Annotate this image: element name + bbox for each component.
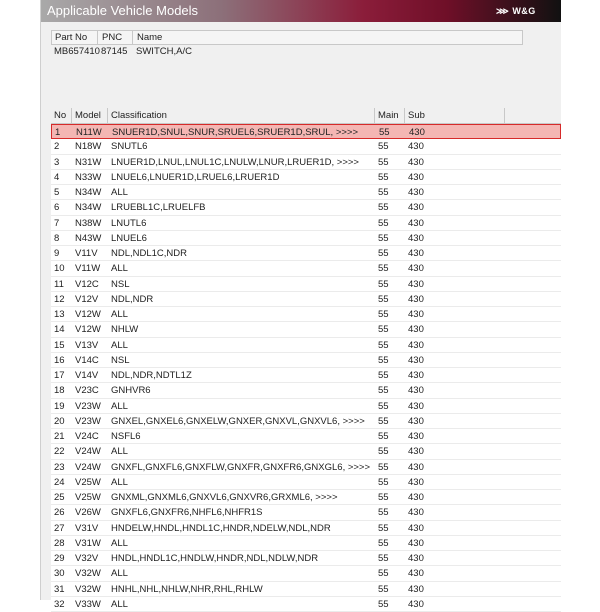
row-main: 55 [378, 583, 389, 595]
table-row[interactable] [51, 368, 561, 383]
row-model: V11W [75, 263, 101, 275]
col-model-header[interactable]: Model [72, 108, 108, 123]
row-sub: 430 [408, 202, 424, 214]
table-row[interactable] [51, 246, 561, 261]
window-title: Applicable Vehicle Models [47, 3, 199, 18]
vehicle-models-table [51, 108, 561, 610]
row-model: N31W [75, 156, 102, 168]
table-row[interactable] [51, 582, 561, 597]
row-no: 17 [54, 370, 65, 381]
row-classification: HNHL,NHL,NHLW,NHR,RHL,RHLW [111, 583, 263, 595]
row-model: V24W [75, 461, 101, 473]
row-no: 21 [54, 431, 65, 442]
row-classification: HNDELW,HNDL,HNDL1C,HNDR,NDELW,NDL,NDR [111, 522, 331, 534]
row-no: 16 [54, 354, 65, 366]
row-classification: ALL [111, 568, 128, 580]
row-classification: GNXFL,GNXFL6,GNXFLW,GNXFR,GNXFR6,GNXGL6, >>>> [111, 461, 371, 473]
row-classification: ALL [111, 537, 128, 549]
row-classification: ALL [111, 309, 128, 320]
brand-logo: ⋙ W&G [496, 6, 536, 16]
col-main-header[interactable]: Main [375, 108, 405, 123]
part-no-header[interactable]: Part No [52, 31, 98, 44]
row-model: V32W [75, 583, 101, 595]
row-classification: GNXML,GNXML6,GNXVL6,GNXVR6,GRXML6, >>>> [111, 492, 338, 503]
name-header[interactable]: Name [137, 32, 163, 43]
name-value: SWITCH,A/C [136, 46, 192, 57]
table-row[interactable] [51, 414, 561, 429]
col-no-header[interactable]: No [51, 108, 72, 123]
row-no: 4 [54, 171, 60, 183]
row-no: 30 [54, 568, 65, 580]
row-sub: 430 [408, 446, 424, 458]
row-main: 55 [378, 232, 389, 244]
applicable-models-window [40, 0, 561, 610]
table-row[interactable] [51, 505, 561, 520]
row-classification: GNHVR6 [111, 385, 151, 397]
table-row[interactable] [51, 155, 561, 170]
pnc-value: 87145 [101, 46, 128, 57]
row-main: 55 [378, 568, 389, 580]
row-no: 2 [54, 141, 60, 153]
row-no: 20 [54, 415, 65, 427]
row-no: 28 [54, 537, 65, 549]
part-no-value: MB657410 [54, 46, 100, 57]
row-sub: 430 [408, 263, 424, 275]
table-row[interactable] [51, 307, 561, 322]
row-sub: 430 [408, 232, 424, 244]
table-header [51, 108, 561, 124]
table-row[interactable] [51, 200, 561, 215]
table-row[interactable] [51, 322, 561, 337]
row-main: 55 [378, 156, 389, 168]
table-row[interactable] [51, 383, 561, 398]
table-row[interactable] [51, 292, 561, 307]
row-no: 29 [54, 553, 65, 564]
table-row[interactable] [51, 170, 561, 185]
col-sub-header[interactable]: Sub [405, 108, 505, 123]
row-main: 55 [378, 202, 389, 214]
table-row[interactable] [51, 490, 561, 505]
row-sub: 430 [408, 461, 424, 473]
row-model: V11V [75, 248, 98, 259]
table-row[interactable] [51, 460, 561, 475]
row-no: 31 [54, 583, 65, 595]
part-info-header [51, 30, 523, 45]
row-model: N18W [75, 141, 102, 153]
row-model: V24C [75, 431, 99, 442]
row-classification: ALL [111, 598, 128, 610]
table-row[interactable] [51, 185, 561, 200]
row-classification: NSFL6 [111, 431, 141, 442]
row-classification: LNUEL6 [111, 232, 147, 244]
row-classification: LNUEL6,LNUER1D,LRUEL6,LRUER1D [111, 171, 280, 183]
row-classification: NHLW [111, 324, 139, 336]
row-no: 5 [54, 187, 60, 198]
row-classification: ALL [111, 187, 128, 198]
row-classification: ALL [111, 476, 128, 488]
row-no: 1 [55, 127, 61, 138]
row-sub: 430 [408, 415, 424, 427]
brand-text: W&G [512, 6, 536, 16]
row-no: 8 [54, 232, 60, 244]
row-model: V12V [75, 293, 99, 305]
row-sub: 430 [408, 370, 424, 381]
row-model: N34W [75, 202, 102, 214]
row-classification: NDL,NDR,NDTL1Z [111, 370, 192, 381]
row-model: V32V [75, 553, 99, 564]
row-main: 55 [378, 385, 389, 397]
row-classification: ALL [111, 263, 128, 275]
row-model: N38W [75, 217, 102, 229]
table-row[interactable] [51, 338, 561, 353]
row-sub: 430 [408, 598, 424, 610]
row-model: V23W [75, 400, 101, 412]
table-row[interactable] [51, 139, 561, 154]
table-row[interactable] [51, 399, 561, 414]
row-model: V23C [75, 385, 99, 397]
row-no: 11 [54, 278, 64, 290]
row-sub: 430 [408, 187, 424, 198]
row-main: 55 [378, 217, 389, 229]
row-main: 55 [378, 507, 389, 519]
row-sub: 430 [408, 583, 424, 595]
table-row[interactable] [51, 551, 561, 566]
row-model: V26W [75, 507, 101, 519]
row-model: V25W [75, 492, 101, 503]
table-row[interactable] [51, 261, 561, 276]
row-sub: 430 [408, 522, 424, 534]
row-model: N43W [75, 232, 102, 244]
row-main: 55 [378, 354, 389, 366]
table-row[interactable] [51, 124, 561, 139]
row-model: V14V [75, 370, 99, 381]
row-no: 22 [54, 446, 65, 458]
row-no: 19 [54, 400, 65, 412]
row-main: 55 [379, 127, 390, 138]
row-no: 6 [54, 202, 60, 214]
table-row[interactable] [51, 475, 561, 490]
row-classification: LNUTL6 [111, 217, 147, 229]
row-main: 55 [378, 415, 389, 427]
table-row[interactable] [51, 444, 561, 459]
row-model: N33W [75, 171, 102, 183]
table-row[interactable] [51, 353, 561, 368]
row-classification: ALL [111, 339, 128, 351]
row-no: 25 [54, 492, 65, 503]
row-model: V31V [75, 522, 99, 534]
row-model: V24W [75, 446, 101, 458]
row-sub: 430 [408, 339, 424, 351]
row-model: N34W [75, 187, 102, 198]
row-sub: 430 [408, 278, 424, 290]
pnc-header[interactable]: PNC [99, 31, 133, 44]
row-sub: 430 [408, 385, 424, 397]
row-classification: NSL [111, 354, 130, 366]
row-no: 7 [54, 217, 60, 229]
row-sub: 430 [408, 568, 424, 580]
table-row[interactable] [51, 216, 561, 231]
row-model: V14C [75, 354, 99, 366]
table-row[interactable] [51, 566, 561, 581]
row-no: 14 [54, 324, 65, 336]
row-model: V33W [75, 598, 101, 610]
row-classification: ALL [111, 446, 128, 458]
row-sub: 430 [408, 400, 424, 412]
row-no: 24 [54, 476, 65, 488]
row-model: V23W [75, 415, 101, 427]
row-model: V31W [75, 537, 101, 549]
table-row[interactable] [51, 231, 561, 246]
row-classification: LRUEBL1C,LRUELFB [111, 202, 206, 214]
table-row[interactable] [51, 521, 561, 536]
row-main: 55 [378, 293, 389, 305]
row-classification: SNUER1D,SNUL,SNUR,SRUEL6,SRUER1D,SRUL, >>>> [112, 127, 359, 138]
row-sub: 430 [408, 553, 424, 564]
row-main: 55 [378, 141, 389, 153]
row-main: 55 [378, 400, 389, 412]
row-sub: 430 [409, 127, 425, 138]
row-sub: 430 [408, 309, 424, 320]
row-no: 26 [54, 507, 65, 519]
row-sub: 430 [408, 156, 424, 168]
row-sub: 430 [408, 537, 424, 549]
row-no: 3 [54, 156, 60, 168]
row-model: V32W [75, 568, 101, 580]
row-sub: 430 [408, 248, 424, 259]
row-sub: 430 [408, 476, 424, 488]
row-classification: LNUER1D,LNUL,LNUL1C,LNULW,LNUR,LRUER1D, >>>> [111, 156, 359, 168]
row-sub: 430 [408, 217, 424, 229]
row-sub: 430 [408, 354, 424, 366]
row-main: 55 [378, 339, 389, 351]
row-classification: GNXEL,GNXEL6,GNXELW,GNXER,GNXVL,GNXVL6, >>>> [111, 415, 365, 427]
row-main: 55 [378, 171, 389, 183]
row-main: 55 [378, 522, 389, 534]
row-sub: 430 [408, 492, 424, 503]
row-main: 55 [378, 431, 389, 442]
row-no: 27 [54, 522, 65, 534]
row-model: N11W [76, 127, 102, 138]
row-no: 23 [54, 461, 65, 473]
row-main: 55 [378, 476, 389, 488]
row-main: 55 [378, 370, 389, 381]
row-no: 32 [54, 598, 65, 610]
row-no: 13 [54, 309, 65, 320]
table-body [51, 124, 561, 612]
row-main: 55 [378, 446, 389, 458]
row-classification: GNXFL6,GNXFR6,NHFL6,NHFR1S [111, 507, 263, 519]
row-no: 9 [54, 248, 60, 259]
table-row[interactable] [51, 277, 561, 292]
row-main: 55 [378, 324, 389, 336]
row-model: V13V [75, 339, 99, 351]
row-main: 55 [378, 187, 389, 198]
row-classification: HNDL,HNDL1C,HNDLW,HNDR,NDL,NDLW,NDR [111, 553, 319, 564]
col-classification-header[interactable]: Classification [108, 108, 375, 123]
row-no: 15 [54, 339, 65, 351]
row-main: 55 [378, 309, 389, 320]
row-no: 12 [54, 293, 65, 305]
row-sub: 430 [408, 141, 424, 153]
row-sub: 430 [408, 171, 424, 183]
row-main: 55 [378, 278, 389, 290]
row-model: V12W [75, 324, 101, 336]
row-no: 18 [54, 385, 65, 397]
row-sub: 430 [408, 293, 424, 305]
row-model: V12W [75, 309, 101, 320]
row-main: 55 [378, 537, 389, 549]
row-main: 55 [378, 248, 389, 259]
row-sub: 430 [408, 507, 424, 519]
table-row[interactable] [51, 429, 561, 444]
title-bar[interactable] [41, 0, 561, 22]
row-no: 10 [54, 263, 65, 275]
row-main: 55 [378, 553, 389, 564]
row-main: 55 [378, 492, 389, 503]
row-model: V25W [75, 476, 101, 488]
row-main: 55 [378, 461, 389, 473]
row-classification: SNUTL6 [111, 141, 148, 153]
row-main: 55 [378, 598, 389, 610]
table-row[interactable] [51, 597, 561, 612]
row-main: 55 [378, 263, 389, 275]
row-sub: 430 [408, 324, 424, 336]
row-model: V12C [75, 278, 99, 290]
row-classification: NSL [111, 278, 130, 290]
table-row[interactable] [51, 536, 561, 551]
row-sub: 430 [408, 431, 424, 442]
row-classification: NDL,NDL1C,NDR [111, 248, 188, 259]
row-classification: NDL,NDR [111, 293, 154, 305]
row-classification: ALL [111, 400, 128, 412]
